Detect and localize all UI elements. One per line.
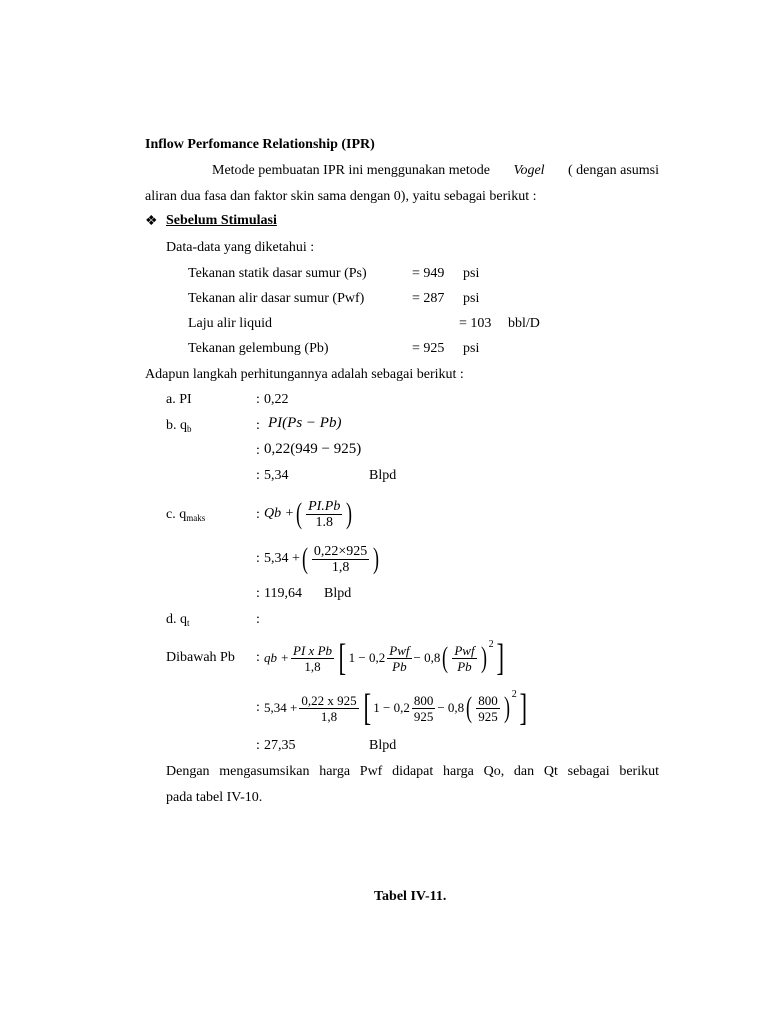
right-paren-icon: ) [480,641,487,674]
known-unit-2: bbl/D [508,316,540,331]
step-d-unit: Blpd [369,738,397,753]
known-label: Data-data yang diketahui : [166,240,315,255]
known-label-3: Tekanan gelembung (Pb) [188,341,329,356]
step-b-subst: 0,22(949 − 925) [264,441,362,457]
known-label-0: Tekanan statik dasar sumur (Ps) [188,266,367,281]
step-d-subst-pb: 925 [413,708,434,724]
step-d-subst-fraction [299,693,358,724]
left-paren-icon: ( [301,542,308,575]
step-c-label-sub: maks [186,513,206,523]
known-label-2: Laju alir liquid [188,316,272,331]
step-d-formula-num: PI x Pb [293,642,333,658]
intro-vogel: Vogel [513,163,545,178]
left-paren-icon: ( [296,497,303,530]
subsection-heading: Sebelum Stimulasi [166,213,277,228]
step-c-label-main: c. q [166,507,187,522]
step-d-formula-exp: 2 [488,638,494,650]
step-d-colon-3: : [256,700,260,715]
step-b-label [166,418,192,434]
step-d-formula-pwf-2: Pwf [454,642,475,658]
step-d-label [166,612,190,628]
step-d-formula-one: 1 − 0,2 [348,650,386,665]
step-d-colon: : [256,612,260,627]
step-c-subst-num: 0,22×925 [313,543,368,559]
intro-line-2: aliran dua fasa dan faktor skin sama dengan 0), yaitu sebagai berikut : [145,189,537,204]
step-c-unit: Blpd [324,586,352,601]
step-d-formula-mid: − 0,8 [413,650,441,665]
step-c-formula [264,492,354,536]
right-paren-icon: ) [373,542,380,575]
closing-line-1: Dengan mengasumsikan harga Pwf didapat harga Qo, dan Qt sebagai berikut [166,764,659,779]
known-value-3: = 925 [412,341,445,356]
step-a-value: 0,22 [264,392,289,407]
step-d-subst-exp: 2 [511,688,517,700]
table-caption: Tabel IV-11. [374,889,447,904]
right-bracket-icon: ] [496,637,504,679]
step-d-subst-pb-2: 925 [478,708,498,724]
left-bracket-icon: [ [363,687,371,729]
closing-line-2: pada tabel IV-10. [166,790,263,805]
step-d-label-main: d. q [166,612,187,627]
step-c-subst-den: 1,8 [331,559,350,575]
step-c-subst-fraction [312,544,369,575]
step-c-subst-left: 5,34 + [264,551,300,566]
step-b-colon-3: : [256,468,260,483]
left-bracket-icon: [ [338,637,347,679]
known-value-0: = 949 [412,266,445,281]
step-c-result: 119,64 [264,586,302,601]
left-paren-icon: ( [466,691,473,724]
step-d-subst-one: 1 − 0,2 [373,700,410,715]
step-d-result: 27,35 [264,738,296,753]
section-title: Inflow Perfomance Relationship (IPR) [145,137,375,152]
step-d-formula-pb-2: Pb [457,658,472,674]
step-b-formula: PI(Ps − Pb) [268,415,342,431]
step-d-formula-fraction [291,643,334,674]
step-d-subst-pwf: 800 [413,692,434,708]
below-pb-label: Dibawah Pb [166,650,235,665]
step-b-label-sub: b [187,424,192,434]
right-paren-icon: ) [346,497,353,530]
step-d-formula-pb: Pb [392,658,407,674]
known-label-1: Tekanan alir dasar sumur (Pwf) [188,291,365,306]
step-c-formula-left: Qb + [264,506,295,521]
step-d-formula-pwf: Pwf [389,642,410,658]
step-c-colon-2: : [256,551,260,566]
right-paren-icon: ) [503,691,510,724]
intro-text-1: Metode pembuatan IPR ini menggunakan metode [212,163,490,178]
step-c-formula-den: 1.8 [315,514,333,530]
step-c-colon: : [256,507,260,522]
step-b-colon: : [256,418,260,433]
step-d-subst [264,686,529,730]
bullet-icon: ❖ [145,214,158,229]
intro-line-1 [212,163,659,179]
steps-intro: Adapun langkah perhitungannya adalah sebagai berikut : [145,367,464,382]
step-b-result: 5,34 [264,468,289,483]
step-d-colon-2: : [256,650,260,665]
step-d-formula-ratio [387,643,411,674]
step-d-subst-ratio-2 [476,693,500,724]
step-a-colon: : [256,392,260,407]
step-d-formula-left: qb + [264,650,290,665]
step-b-label-main: b. q [166,418,187,433]
step-d-subst-den: 1,8 [320,708,338,724]
step-c-colon-3: : [256,586,260,601]
right-bracket-icon: ] [519,687,527,729]
step-b-unit: Blpd [369,468,397,483]
step-c-label [166,507,205,523]
step-d-formula [264,636,506,680]
intro-text-2: ( dengan asumsi [568,163,659,178]
step-d-subst-pwf-2: 800 [478,692,498,708]
step-d-formula-ratio-2 [452,643,476,674]
step-d-subst-left: 5,34 + [264,700,298,715]
left-paren-icon: ( [442,641,449,674]
known-unit-0: psi [463,266,480,281]
step-a-label: a. PI [166,392,192,407]
step-c-subst [264,538,381,580]
known-value-2: = 103 [459,316,492,331]
step-d-colon-4: : [256,738,260,753]
step-c-formula-num: PI.Pb [308,498,341,514]
step-d-formula-den: 1,8 [304,658,321,674]
step-d-subst-num: 0,22 x 925 [301,692,357,708]
step-d-subst-ratio [412,693,436,724]
step-b-colon-2: : [256,443,260,458]
known-value-1: = 287 [412,291,445,306]
step-c-formula-fraction [306,499,342,530]
step-d-subst-mid: − 0,8 [437,700,465,715]
known-unit-3: psi [463,341,480,356]
known-unit-1: psi [463,291,480,306]
step-d-label-sub: t [187,618,190,628]
